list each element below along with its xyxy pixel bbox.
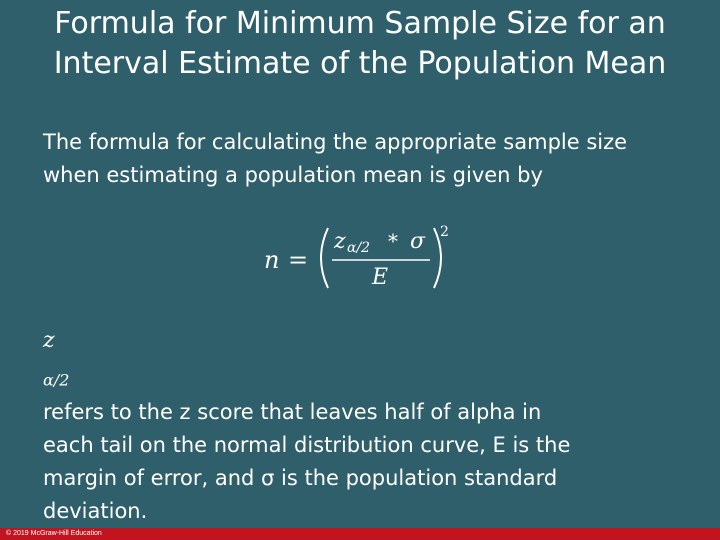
explain-line-2: each tail on the normal distribution curve, E is the xyxy=(43,433,571,458)
formula-lhs: n xyxy=(264,246,280,274)
formula-equals: = xyxy=(288,246,309,274)
left-paren xyxy=(321,228,328,288)
slide-title xyxy=(0,4,720,84)
explain-line-1-text: refers to the z score that leaves half of alpha in xyxy=(43,400,542,425)
explain-line-4: deviation. xyxy=(43,499,148,524)
formula-times: * xyxy=(388,229,398,253)
footer-bar xyxy=(0,528,720,540)
explain-line-1 xyxy=(43,324,683,429)
formula-graphic xyxy=(262,218,462,298)
intro-paragraph xyxy=(43,126,683,192)
formula-sigma: σ xyxy=(410,229,426,254)
formula-denominator: E xyxy=(372,265,389,290)
formula-exponent: 2 xyxy=(440,224,449,240)
explanation-paragraph xyxy=(43,324,683,528)
title-line-2: Interval Estimate of the Population Mean xyxy=(53,46,667,81)
formula-numerator-z: z xyxy=(334,229,346,254)
explain-line-3: margin of error, and σ is the population standard xyxy=(43,466,558,491)
title-line-1: Formula for Minimum Sample Size for an xyxy=(54,6,666,41)
formula-numerator-subscript: α/2 xyxy=(347,240,371,256)
z-subscript: α/2 xyxy=(43,370,70,390)
z-alpha-half-symbol xyxy=(43,324,103,396)
intro-line-1: The formula for calculating the appropriate sample size xyxy=(43,130,628,154)
sample-size-formula xyxy=(262,218,462,298)
intro-line-2: when estimating a population mean is given by xyxy=(43,163,543,187)
z-letter: z xyxy=(43,328,55,353)
copyright-footer: © 2019 McGraw-Hill Education xyxy=(6,530,102,537)
